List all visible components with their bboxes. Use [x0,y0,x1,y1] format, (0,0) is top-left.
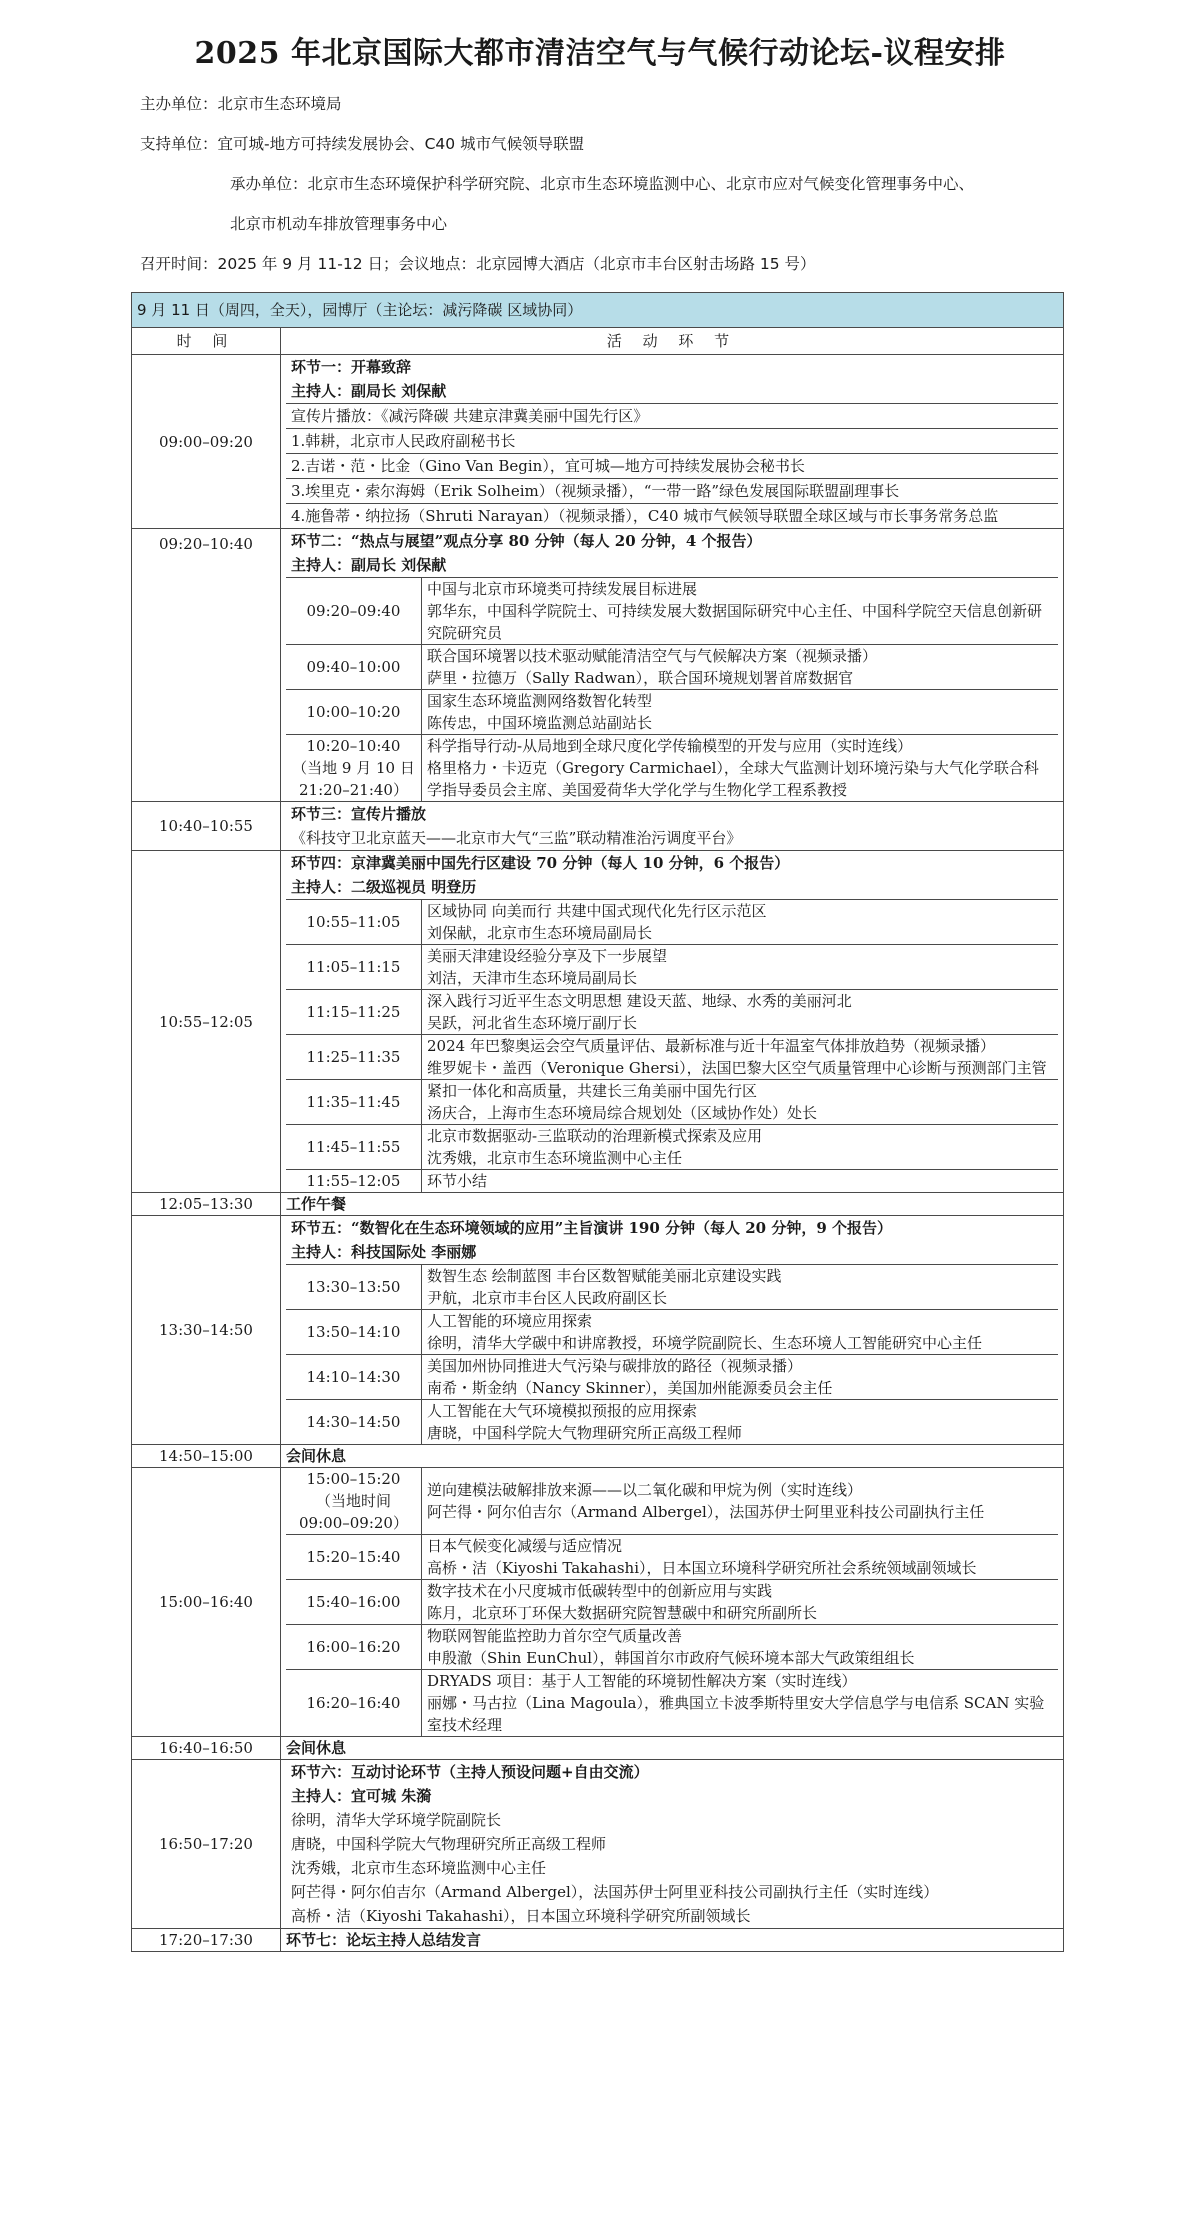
talk-time: 11:35–11:45 [286,1080,422,1125]
session-5-title: 环节五：“数智化在生态环境领域的应用”主旨演讲 190 分钟（每人 20 分钟，9 个报告） [291,1219,892,1237]
talk-topic: 日本气候变化减缓与适应情况 [427,1537,623,1555]
session-2-host: 主持人：副局长 刘保献 [291,556,447,574]
talk-time: 10:00–10:20 [286,690,422,735]
session-7-time: 17:20–17:30 [132,1929,281,1952]
talk-time: 11:25–11:35 [286,1035,422,1080]
talk-time-local: （当地 9 月 10 日 [292,759,415,777]
talk-time: 16:20–16:40 [286,1670,422,1737]
session-5b-content [281,1468,1064,1737]
talk-topic: 中国与北京市环境类可持续发展目标进展 [427,580,698,598]
talk-speaker: 维罗妮卡・盖西（Veronique Ghersi），法国巴黎大区空气质量管理中心诊断与预测部门主管 [427,1059,1047,1077]
talk-topic: 科学指导行动-从局地到全球尺度化学传输模型的开发与应用（实时连线） [427,737,913,755]
talk-content [422,1125,1059,1170]
panelist: 沈秀娥，北京市生态环境监测中心主任 [291,1859,547,1877]
lunch-row [132,1193,1064,1216]
break-1-label: 会间休息 [281,1445,1064,1468]
talk-speaker: 刘洁，天津市生态环境局副局长 [427,969,638,987]
talk-topic: 逆向建模法破解排放来源——以二氧化碳和甲烷为例（实时连线） [427,1481,863,1499]
talk-topic: 北京市数据驱动-三监联动的治理新模式探索及应用 [427,1127,763,1145]
talk-time: 14:30–14:50 [286,1400,422,1445]
header-row [132,328,1064,355]
talk-time-local-range: 09:00–09:20） [299,1514,408,1532]
talk-speaker: 高桥・洁（Kiyoshi Takahashi），日本国立环境科学研究所社会系统领域副领域长 [427,1559,977,1577]
talk-content [422,1580,1059,1625]
session-3-title: 环节三：宣传片播放 [291,805,427,823]
talk-content [422,578,1059,645]
talk-speaker: 格里格力・卡迈克（Gregory Carmichael），全球大气监测计划环境污染与大气化学联合科学指导委员会主席、美国爱荷华大学化学与生物化学工程系教授 [427,759,1039,799]
talk-content [422,645,1059,690]
banner-row [132,293,1064,328]
break-1-time: 14:50–15:00 [132,1445,281,1468]
talk-time: 11:15–11:25 [286,990,422,1035]
talk-content [422,1310,1059,1355]
lunch-time: 12:05–13:30 [132,1193,281,1216]
talk-topic: 环节小结 [427,1172,488,1190]
session-1-time: 09:00–09:20 [132,355,281,529]
talk-topic: 紧扣一体化和高质量，共建长三角美丽中国先行区 [427,1082,758,1100]
session-5-host: 主持人：科技国际处 李丽娜 [291,1243,477,1261]
break-2-label: 会间休息 [281,1737,1064,1760]
talk-time: 09:20–09:40 [286,578,422,645]
session-1-speaker: 2.吉诺・范・比金（Gino Van Begin），宜可城—地方可持续发展协会秘书长 [286,454,1058,479]
session-4-host: 主持人：二级巡视员 明登历 [291,878,477,896]
talk-speaker: 徐明，清华大学碳中和讲席教授，环境学院副院长、生态环境人工智能研究中心主任 [427,1334,983,1352]
talk-topic: 2024 年巴黎奥运会空气质量评估、最新标准与近十年温室气体排放趋势（视频录播） [427,1037,995,1055]
session-2-title: 环节二：“热点与展望”观点分享 80 分钟（每人 20 分钟，4 个报告） [291,532,762,550]
session-6-host: 主持人：宜可城 朱漪 [291,1787,432,1805]
talk-content [422,1080,1059,1125]
talk-speaker: 吴跃，河北省生态环境厅副厅长 [427,1014,638,1032]
talk-time: 11:45–11:55 [286,1125,422,1170]
break-2-row [132,1737,1064,1760]
panelist: 阿芒得・阿尔伯吉尔（Armand Albergel），法国苏伊士阿里亚科技公司副执行主任（实时连线） [291,1883,939,1901]
lunch-label: 工作午餐 [281,1193,1064,1216]
undertake-organizer-line1: 承办单位：北京市生态环境保护科学研究院、北京市生态环境监测中心、北京市应对气候变化管理事务中心、 [230,175,975,193]
talk-topic: DRYADS 项目：基于人工智能的环境韧性解决方案（实时连线） [427,1672,857,1690]
talk-time-main: 10:20–10:40 [306,737,401,755]
talk-topic: 数字技术在小尺度城市低碳转型中的创新应用与实践 [427,1582,773,1600]
session-7-row [132,1929,1064,1952]
talk-content [422,1535,1059,1580]
talk-content [422,1355,1059,1400]
talk-content [422,945,1059,990]
talk-time: 13:50–14:10 [286,1310,422,1355]
talk-content [422,1265,1059,1310]
talk-speaker: 阿芒得・阿尔伯吉尔（Armand Albergel），法国苏伊士阿里亚科技公司副执行主任 [427,1503,985,1521]
talk-time: 09:40–10:00 [286,645,422,690]
talk-time: 14:10–14:30 [286,1355,422,1400]
talk-topic: 人工智能在大气环境模拟预报的应用探索 [427,1402,698,1420]
session-6-content [281,1760,1064,1929]
panelist: 高桥・洁（Kiyoshi Takahashi），日本国立环境科学研究所副领域长 [291,1907,751,1925]
talk-time: 10:55–11:05 [286,900,422,945]
talk-topic: 数智生态 绘制蓝图 丰台区数智赋能美丽北京建设实践 [427,1267,782,1285]
break-1-row [132,1445,1064,1468]
talk-content [422,1670,1059,1737]
session-1-video: 宣传片播放：《减污降碳 共建京津冀美丽中国先行区》 [286,404,1058,429]
talk-topic: 国家生态环境监测网络数智化转型 [427,692,653,710]
session-3-time: 10:40–10:55 [132,802,281,851]
talk-row [286,1310,1058,1355]
time-column-header: 时 间 [132,328,281,355]
talk-speaker: 刘保献，北京市生态环境局副局长 [427,924,653,942]
talk-row [286,990,1058,1035]
session-1-content [281,355,1064,529]
talk-content [422,735,1059,802]
talk-row [286,578,1058,645]
talk-topic: 人工智能的环境应用探索 [427,1312,593,1330]
session-5b-talks [286,1468,1058,1736]
talk-row [286,645,1058,690]
talk-row [286,1580,1058,1625]
session-1-row [132,355,1064,529]
talk-speaker: 丽娜・马古拉（Lina Magoula），雅典国立卡波季斯特里安大学信息学与电信系 SCAN 实验室技术经理 [427,1694,1045,1734]
talk-row [286,690,1058,735]
session-1-speaker: 4.施鲁蒂・纳拉扬（Shruti Narayan）（视频录播），C40 城市气候领导联盟全球区域与市长事务常务总监 [291,507,999,525]
session-7-label: 环节七：论坛主持人总结发言 [281,1929,1064,1952]
talk-speaker: 萨里・拉德万（Sally Radwan），联合国环境规划署首席数据官 [427,669,854,687]
talk-speaker: 沈秀娥，北京市生态环境监测中心主任 [427,1149,683,1167]
support-organizer: 支持单位：宜可城-地方可持续发展协会、C40 城市气候领导联盟 [140,135,585,153]
session-2-content [281,529,1064,802]
talk-speaker: 郭华东，中国科学院院士、可持续发展大数据国际研究中心主任、中国科学院空天信息创新研究院研究员 [427,602,1043,642]
session-2-talks [286,577,1058,801]
talk-topic: 联合国环境署以技术驱动赋能清洁空气与气候解决方案（视频录播） [427,647,878,665]
talk-row [286,1670,1058,1737]
talk-content [422,1468,1059,1535]
talk-row [286,1080,1058,1125]
talk-time-local: （当地时间 [315,1492,391,1510]
break-2-time: 16:40–16:50 [132,1737,281,1760]
undertake-organizer-line2: 北京市机动车排放管理事务中心 [230,215,448,233]
session-4-time: 10:55–12:05 [132,851,281,1193]
page-title: 2025 年北京国际大都市清洁空气与气候行动论坛-议程安排 [194,36,1006,71]
session-1-title: 环节一：开幕致辞 [291,358,412,376]
panelist: 唐晓，中国科学院大气物理研究所正高级工程师 [291,1835,607,1853]
talk-time [286,1468,422,1535]
talk-speaker: 陈传忠，中国环境监测总站副站长 [427,714,653,732]
talk-content [422,1625,1059,1670]
session-1-speaker: 1.韩耕，北京市人民政府副秘书长 [286,429,1058,454]
session-3-video: 《科技守卫北京蓝天——北京市大气“三监”联动精准治污调度平台》 [291,829,742,847]
venue-info: 召开时间：2025 年 9 月 11-12 日；会议地点：北京园博大酒店（北京市丰台区射击场路 15 号） [140,255,816,273]
talk-row [286,1400,1058,1445]
talk-time-main: 15:00–15:20 [306,1470,401,1488]
talk-row [286,1535,1058,1580]
talk-content [422,1170,1059,1193]
talk-time: 11:05–11:15 [286,945,422,990]
talk-topic: 美国加州协同推进大气污染与碳排放的路径（视频录播） [427,1357,803,1375]
talk-time: 15:40–16:00 [286,1580,422,1625]
talk-speaker: 南希・斯金纳（Nancy Skinner），美国加州能源委员会主任 [427,1379,833,1397]
host-organizer: 主办单位：北京市生态环境局 [140,95,342,113]
session-6-row [132,1760,1064,1929]
session-3-content [281,802,1064,851]
talk-row [286,735,1058,802]
talk-row [286,945,1058,990]
session-5-talks [286,1264,1058,1444]
session-4-title: 环节四：京津冀美丽中国先行区建设 70 分钟（每人 10 分钟，6 个报告） [291,854,790,872]
activity-column-header: 活 动 环 节 [281,328,1064,355]
talk-row [286,1468,1058,1535]
talk-speaker: 汤庆合，上海市生态环境局综合规划处（区域协作处）处长 [427,1104,818,1122]
talk-row [286,900,1058,945]
talk-time: 15:20–15:40 [286,1535,422,1580]
agenda-table [131,292,1064,1952]
session-5b-row [132,1468,1064,1737]
talk-row [286,1265,1058,1310]
talk-speaker: 尹航，北京市丰台区人民政府副区长 [427,1289,668,1307]
session-5b-time: 15:00–16:40 [132,1468,281,1737]
talk-speaker: 陈月，北京环丁环保大数据研究院智慧碳中和研究所副所长 [427,1604,818,1622]
talk-content [422,1035,1059,1080]
panelist: 徐明，清华大学环境学院副院长 [291,1811,502,1829]
session-6-title: 环节六：互动讨论环节（主持人预设问题+自由交流） [291,1763,649,1781]
session-5-row [132,1216,1064,1445]
session-4-content [281,851,1064,1193]
session-4-talks [286,899,1058,1192]
talk-topic: 美丽天津建设经验分享及下一步展望 [427,947,668,965]
talk-time: 13:30–13:50 [286,1265,422,1310]
session-1-host: 主持人：副局长 刘保献 [286,379,1058,404]
day-banner: 9 月 11 日（周四，全天），园博厅（主论坛：减污降碳 区域协同） [132,293,1064,328]
talk-content [422,1400,1059,1445]
talk-row [286,1035,1058,1080]
talk-topic: 区域协同 向美而行 共建中国式现代化先行区示范区 [427,902,767,920]
session-4-row [132,851,1064,1193]
talk-row [286,1355,1058,1400]
session-5-content [281,1216,1064,1445]
talk-time-local-range: 21:20–21:40） [299,781,408,799]
talk-row [286,1625,1058,1670]
talk-time: 16:00–16:20 [286,1625,422,1670]
session-1-speaker: 3.埃里克・索尔海姆（Erik Solheim）（视频录播），“一带一路”绿色发展国际联盟副理事长 [286,479,1058,504]
talk-speaker: 唐晓，中国科学院大气物理研究所正高级工程师 [427,1424,743,1442]
session-2-time: 09:20–10:40 [132,529,281,802]
talk-content [422,990,1059,1035]
talk-speaker: 申殷澈（Shin EunChul），韩国首尔市政府气候环境本部大气政策组组长 [427,1649,915,1667]
talk-time: 11:55–12:05 [286,1170,422,1193]
session-6-time: 16:50–17:20 [132,1760,281,1929]
session-5-time: 13:30–14:50 [132,1216,281,1445]
session-2-row [132,529,1064,802]
talk-content [422,900,1059,945]
talk-topic: 物联网智能监控助力首尔空气质量改善 [427,1627,683,1645]
talk-row [286,1170,1058,1193]
session-3-row [132,802,1064,851]
talk-row [286,1125,1058,1170]
talk-content [422,690,1059,735]
talk-topic: 深入践行习近平生态文明思想 建设天蓝、地绿、水秀的美丽河北 [427,992,852,1010]
talk-time [286,735,422,802]
